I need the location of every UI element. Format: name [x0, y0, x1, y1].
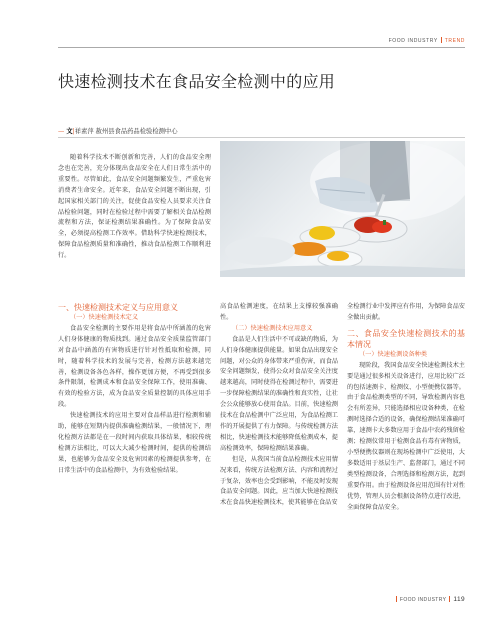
author-prefix: 文 [66, 128, 73, 135]
paragraph: 全检测行业中发挥应有作用，为保障食品安全做出贡献。 [347, 303, 465, 321]
intro-paragraph: 随着科学技术不断创新和完善，人们的食品安全理念也在完善，充分体现出食品安全在人们日常生活中的重要性。尽管如此，食品安全问题频繁发生，严重危害消费者生命安全。近年来，食品安全问题不断出现，引起国家相关部门的关注，促使食品安检人员要求关注食品检验问题，同时在检验过程中需要了解相关食品检测流程和方法，保证检测结果准确性。为了保障食品安全，必须提高检测工作效率。借助科学快速检测技术，保障食品检测质量和准确性，推动食品检测工作顺利进行。 [58, 154, 211, 260]
subsection-heading-2-1: （一）快速检测设备种类 [359, 350, 428, 358]
author-rule [58, 137, 465, 138]
section-heading-1: 一、快速检测技术定义与应用意义 [58, 303, 178, 312]
section-name: TREND [444, 38, 465, 44]
author-divider: | [72, 128, 75, 135]
page-number: 119 [453, 596, 465, 603]
article-title: 快速检测技术在食品安全检测中的应用 [58, 72, 336, 91]
section-heading-2: 二、食品安全快速检测技术的基本情况 [347, 328, 465, 349]
paragraph: 高食品检测速度，在结果上支撑较强准确性。 [220, 303, 338, 321]
column-3 [347, 302, 465, 513]
page-footer [393, 596, 465, 603]
paragraph: 食品是人们生活中不可或缺的物质，为人们身体健康提供能量。如果食品出现安全问题，对公众的身体带来严重伤害，而食品安全问题频发，使得公众对食品安全关注度越来越高，同时使得在检测过程中，需要进一步保障检测结果的准确性和真实性，让社会公众能够放心使用食品。目前，快速检测技术在食品检测中广泛应用，为食品检测工作的开展提供了有力保障。与传统检测方法相比，快速检测技术能够降低检测成本，提高检测效率，保障检测结果准确。 [220, 335, 338, 452]
column-1-intro [58, 153, 211, 262]
paragraph: 现阶段，我国食品安全快速检测技术主要是通过很多相关设备进行，应用比较广泛的包括速测卡、检测仪、小型便携仪器等。由于食品检测类型的不同，导致检测内容也会有所差异，只能选择相应设备种类，在检测时选择合适的设备，确保检测结果准确可靠，速测卡大多数应用于食品中农药残留检测；检测仪常用于检测食品有毒有害物质，小型便携仪器则在现场检测中广泛使用，大多数适用于基层生产、监督部门，通过不同类型检测设备，合理选择和检测方法，起到重要作用。由于检测设备应用范围有针对性优势，管理人员会根据设备特点进行改进，全面保障食品安全。 [347, 361, 465, 511]
column-1 [58, 302, 211, 477]
lab-photo [220, 141, 465, 277]
footer-journal: FOOD INDUSTRY [399, 597, 447, 603]
footer-divider [449, 596, 450, 602]
footer-divider [396, 596, 397, 602]
lab-photo-illustration [220, 141, 465, 277]
author-name: 祥素萍 [74, 128, 94, 135]
author-line [58, 126, 178, 135]
subsection-heading-1-1: （一）快速检测技术定义 [70, 314, 139, 321]
subsection-heading-1-2: （二）快速检测技术应用意义 [232, 324, 313, 332]
paragraph: 但是，从我国当前食品检测技术应用情况来看，传统方法检测方法、内容和流程过于复杂，效率也会受到影响，不能及时发现食品安全问题。因此，应当加大快速检测技术在食品快速检测技术，使其能够在食品安 [220, 455, 338, 507]
top-rule [58, 47, 465, 48]
journal-name: FOOD INDUSTRY [388, 38, 438, 44]
paragraph: 快速检测技术的应用主要对食品样品进行检测和辅助，能够在短期内提供准确检测结果，一般情况下，理化检测方法都是在一段时间内获取具体结果，相较传统检测方法相比，可以大大减少检测时间，提供的检测结果，也能够为食品安全及危害因素的检测提供参考，在日常生活中的食品检测中，为有效检验结果。 [58, 412, 211, 474]
running-header [389, 37, 465, 44]
column-2 [220, 302, 338, 509]
header-divider [441, 37, 442, 43]
author-dash-icon: — [58, 128, 65, 135]
author-affiliation: 赦州县食品药品检验检测中心 [95, 128, 178, 135]
paragraph: 食品安全检测的主要作用是将食品中所涵盖的危害人们身体健康的物质找到。通过食品安全质量监管部门对食品中涵盖的有害物质进行针对性抵取和检测，同时，随着科学技术的发展与完善，检测方法越来越完善，检测设备各色各样，操作更加方便，不再受到很多条件限制，检测成本和食品安全保障工作，使用准确、有效的检验方法，成为食品安全质量控制的具体应用手段。 [58, 324, 211, 409]
